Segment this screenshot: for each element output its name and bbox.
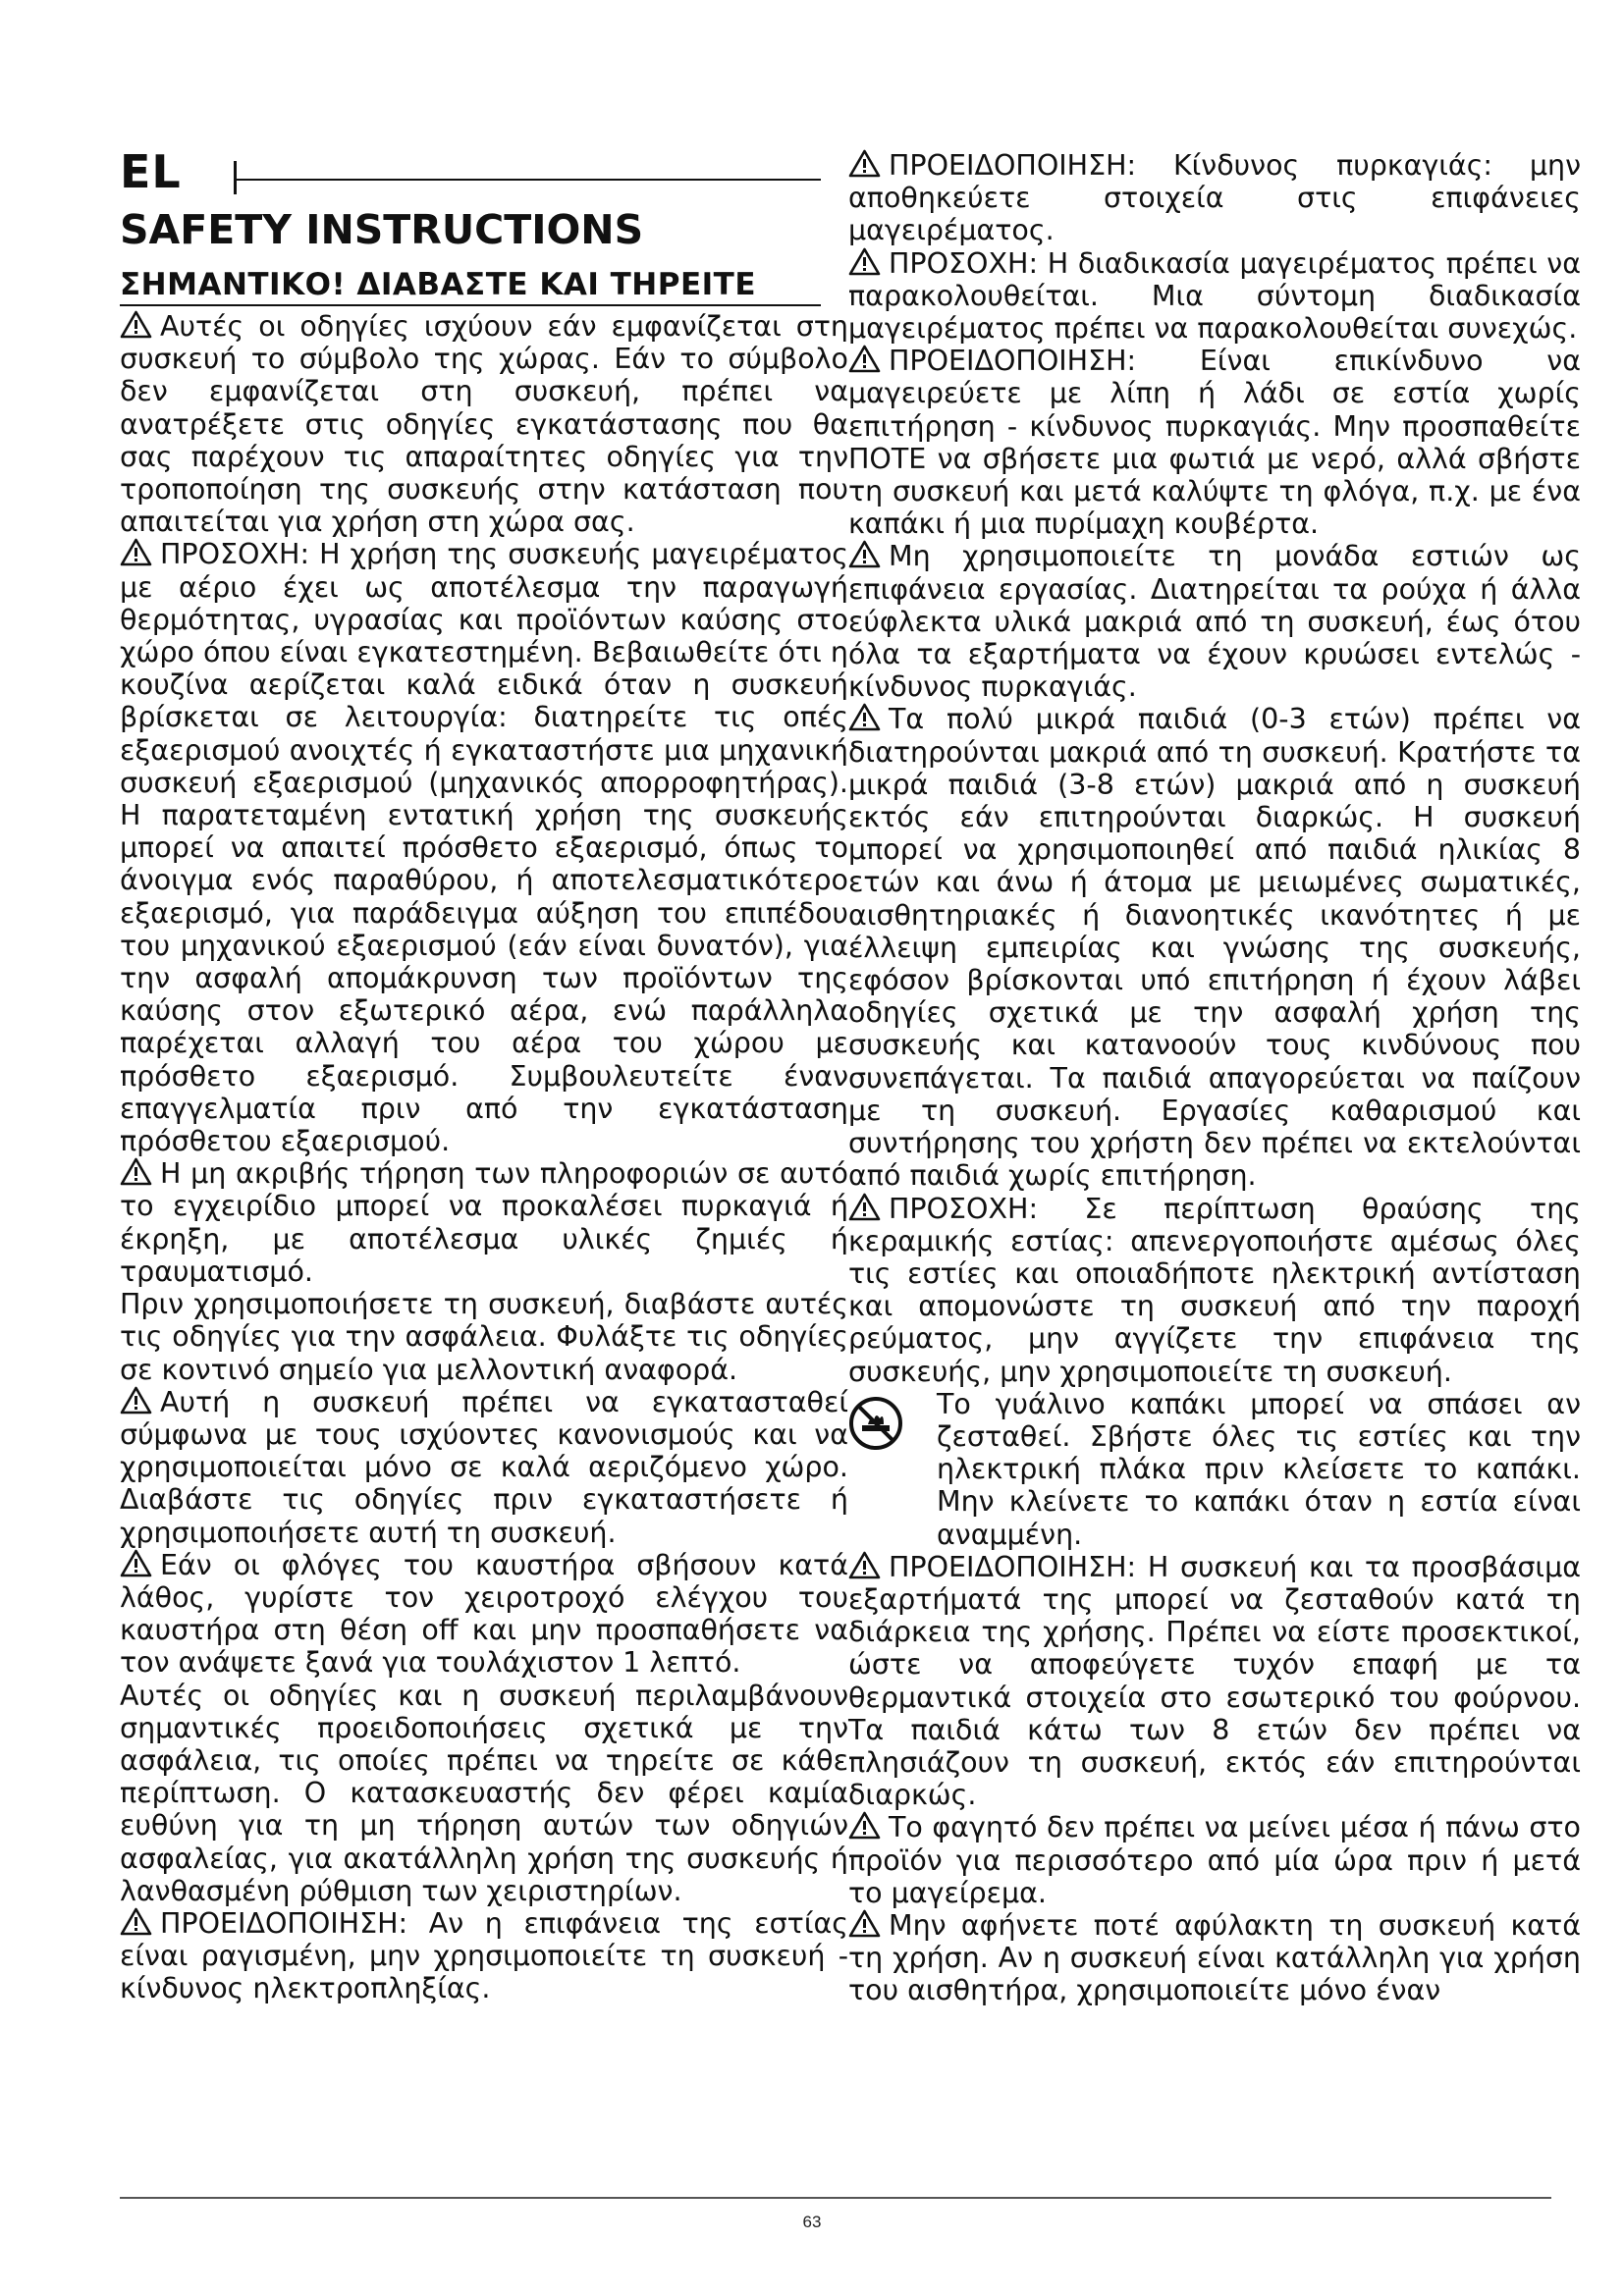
glass-lid-note-text: Το γυάλινο καπάκι μπορεί να σπάσει αν ζεσταθεί. Σβήστε όλες τις εστίες και την ηλεκτρική πλάκα πριν κλείσετε το καπάκι. Μην κλείνετε το καπάκι όταν η εστία είναι αναμμένη. [937, 1387, 1581, 1551]
safety-paragraph [848, 1909, 1581, 2007]
safety-paragraph [120, 1157, 848, 1288]
safety-paragraph-text: Αυτή η συσκευή πρέπει να εγκατασταθεί σύμφωνα με τους ισχύοντες κανονισμούς και να χρησιμοποιείται μόνο σε καλά αεριζόμενο χώρο. Διαβάστε τις οδηγίες πριν εγκαταστήσετε ή χρησιμοποιήσετε αυτή τη συσκευή. [120, 1385, 848, 1549]
safety-paragraph [120, 310, 848, 538]
safety-paragraph [848, 1193, 1581, 1388]
warning-icon [848, 345, 881, 373]
safety-paragraph [848, 1551, 1581, 1812]
safety-paragraph-text: ΠΡΟΣΟΧΗ: Η χρήση της συσκευής μαγειρέματος με αέριο έχει ως αποτέλεσμα την παραγωγή θερμότητας, υγρασίας και προϊόντων καύσης στο χώρο όπου είναι εγκατεστημένη. Βεβαιωθείτε ότι η κουζίνα αερίζεται καλά ειδικά όταν η συσκευή βρίσκεται σε λειτουργία: διατηρείτε τις οπές εξαερισμού ανοιχτές ή εγκαταστήστε μια μηχανική συσκευή εξαερισμού (μηχανικός απορροφητήρας). Η παρατεταμένη εντατική χρήση της συσκευής μπορεί να απαιτεί πρόσθετο εξαερισμό, όπως το άνοιγμα ενός παραθύρου, ή αποτελεσματικότερο εξαερισμό, για παράδειγμα αύξηση του επιπέδου του μηχανικού εξαερισμού (εάν είναι δυνατόν), για την ασφαλή απομάκρυνση των προϊόντων της καύσης στον εξωτερικό αέρα, ενώ παράλληλα παρέχεται αλλαγή του αέρα του χώρου με πρόσθετο εξαερισμό. Συμβουλευτείτε έναν επαγγελματία πριν από την εγκατάσταση πρόσθετου εξαερισμού. [120, 538, 848, 1158]
right-paragraphs-after [848, 1551, 1581, 2007]
safety-paragraph [848, 1811, 1581, 1909]
glass-lid-no-heat-icon [848, 1396, 903, 1451]
warning-icon [120, 538, 152, 566]
glass-lid-note [848, 1388, 1581, 1551]
safety-paragraph [848, 247, 1581, 346]
left-column [120, 267, 848, 2005]
safety-paragraph-text: ΠΡΟΕΙΔΟΠΟΙΗΣΗ: Κίνδυνος πυρκαγιάς: μην αποθηκεύετε στοιχεία στις επιφάνειες μαγειρέματος. [848, 149, 1581, 247]
safety-paragraph [848, 345, 1581, 540]
safety-paragraph [120, 1680, 848, 1907]
safety-paragraph-text: ΠΡΟΣΟΧΗ: Η διαδικασία μαγειρέματος πρέπει να παρακολουθείται. Μια σύντομη διαδικασία μαγειρέματος πρέπει να παρακολουθείται συνεχώς. [848, 246, 1581, 346]
header-rule [234, 179, 821, 181]
safety-paragraph-text: ΠΡΟΕΙΔΟΠΟΙΗΣΗ: Είναι επικίνδυνο να μαγειρεύετε με λίπη ή λάδι σε εστία χωρίς επιτήρηση - κίνδυνος πυρκαγιάς. Μην προσπαθείτε ΠΟΤΕ να σβήσετε μια φωτιά με νερό, αλλά σβήστε τη συσκευή και μετά καλύψτε τη φλόγα, π.χ. με ένα καπάκι ή μια πυρίμαχη κουβέρτα. [848, 345, 1581, 541]
safety-paragraph-text: ΠΡΟΕΙΔΟΠΟΙΗΣΗ: Η συσκευή και τα προσβάσιμα εξαρτήματά της μπορεί να ζεσταθούν κατά τη διάρκεια της χρήσης. Πρέπει να είστε προσεκτικοί, ώστε να αποφεύγετε τυχόν επαφή με τα θερμαντικά στοιχεία στο εσωτερικό του φούρνου. Τα παιδιά κάτω των 8 ετών δεν πρέπει να πλησιάζουν τη συσκευή, εκτός εάν επιτηρούνται διαρκώς. [848, 1550, 1581, 1812]
important-subheading: ΣΗΜΑΝΤΙΚΟ! ΔΙΑΒΑΣΤΕ ΚΑΙ ΤΗΡΕΙΤΕ [120, 267, 821, 306]
language-code: EL [120, 145, 182, 198]
safety-paragraph-text: Πριν χρησιμοποιήσετε τη συσκευή, διαβάστε αυτές τις οδηγίες για την ασφάλεια. Φυλάξτε τις οδηγίες σε κοντινό σημείο για μελλοντική αναφορά. [120, 1288, 848, 1386]
right-column [848, 149, 1581, 2007]
safety-paragraph-text: Τα πολύ μικρά παιδιά (0-3 ετών) πρέπει να διατηρούνται μακριά από τη συσκευή. Κρατήστε τα μικρά παιδιά (3-8 ετών) μακριά από η συσκευή εκτός εάν επιτηρούνται διαρκώς. Η συσκευή μπορεί να χρησιμοποιηθεί από παιδιά ηλικίας 8 ετών και άνω ή άτομα με μειωμένες σωματικές, αισθητηριακές ή διανοητικές ικανότητες ή με έλλειψη εμπειρίας και γνώσης της συσκευής, εφόσον βρίσκονται υπό επιτήρηση ή έχουν λάβει οδηγίες σχετικά με την ασφαλή χρήση της συσκευής και κατανοούν τους κινδύνους που συνεπάγεται. Τα παιδιά απαγορεύεται να παίζουν με τη συσκευή. Εργασίες καθαρισμού και συντήρησης του χρήστη δεν πρέπει να εκτελούνται από παιδιά χωρίς επιτήρηση. [848, 703, 1581, 1193]
safety-paragraph [120, 1288, 848, 1386]
safety-paragraph-text: Το φαγητό δεν πρέπει να μείνει μέσα ή πάνω στο προϊόν για περισσότερο από μία ώρα πριν ή μετά το μαγείρεμα. [848, 1811, 1581, 1909]
warning-icon [848, 1193, 881, 1221]
header-tick-divider [234, 161, 237, 194]
warning-icon [848, 540, 881, 568]
warning-icon [848, 1909, 881, 1938]
warning-icon [120, 1549, 152, 1577]
section-title: SAFETY INSTRUCTIONS [120, 206, 644, 253]
safety-paragraph [848, 540, 1581, 703]
safety-paragraph [848, 703, 1581, 1192]
warning-icon [120, 1907, 152, 1936]
page-number: 63 [802, 2213, 822, 2231]
safety-paragraph-text: ΠΡΟΣΟΧΗ: Σε περίπτωση θραύσης της κεραμικής εστίας: απενεργοποιήστε αμέσως όλες τις εστίες και οποιαδήποτε ηλεκτρική αντίσταση και απομονώστε τη συσκευή από την παροχή ρεύματος, μην αγγίζετε την επιφάνεια της συσκευής, μην χρησιμοποιείτε τη συσκευή. [848, 1192, 1581, 1388]
right-paragraphs [848, 149, 1581, 1388]
safety-paragraph [120, 1549, 848, 1680]
warning-icon [848, 1811, 881, 1840]
safety-paragraph-text: Αυτές οι οδηγίες ισχύουν εάν εμφανίζεται στη συσκευή το σύμβολο της χώρας. Εάν το σύμβολο δεν εμφανίζεται στη συσκευή, πρέπει να ανατρέξετε στις οδηγίες εγκατάστασης που θα σας παρέχουν τις απαραίτητες οδηγίες για την τροποποίηση της συσκευής στην κατάσταση που απαιτείται για χρήση στη χώρα σας. [120, 310, 848, 539]
footer-rule [120, 2197, 1551, 2199]
warning-icon [848, 149, 881, 178]
warning-icon [848, 247, 881, 276]
safety-paragraph-text: Η μη ακριβής τήρηση των πληροφοριών σε αυτό το εγχειρίδιο μπορεί να προκαλέσει πυρκαγιά ή έκρηξη, με αποτέλεσμα υλικές ζημιές ή τραυματισμό. [120, 1157, 848, 1288]
warning-icon [848, 1551, 881, 1579]
safety-paragraph-text: Μη χρησιμοποιείτε τη μονάδα εστιών ως επιφάνεια εργασίας. Διατηρείται τα ρούχα ή άλλα εύφλεκτα υλικά μακριά από τη συσκευή, έως ότου όλα τα εξαρτήματα να έχουν κρυώσει εντελώς - κίνδυνος πυρκαγιάς. [848, 540, 1581, 704]
safety-paragraph-text: Αυτές οι οδηγίες και η συσκευή περιλαμβάνουν σημαντικές προειδοποιήσεις σχετικά με την ασφάλεια, τις οποίες πρέπει να τηρείτε σε κάθε περίπτωση. Ο κατασκευαστής δεν φέρει καμία ευθύνη για τη μη τήρηση αυτών των οδηγιών ασφαλείας, για ακατάλληλη χρήση της συσκευής ή λανθασμένη ρύθμιση των χειριστηρίων. [120, 1679, 848, 1907]
safety-paragraph-text: ΠΡΟΕΙΔΟΠΟΙΗΣΗ: Αν η επιφάνεια της εστίας είναι ραγισμένη, μην χρησιμοποιείτε τη συσκευή - κίνδυνος ηλεκτροπληξίας. [120, 1906, 848, 2005]
safety-paragraph-text: Μην αφήνετε ποτέ αφύλακτη τη συσκευή κατά τη χρήση. Αν η συσκευή είναι κατάλληλη για χρήση του αισθητήρα, χρησιμοποιείτε μόνο έναν [848, 1908, 1581, 2007]
safety-paragraph [120, 1386, 848, 1549]
safety-paragraph [120, 538, 848, 1157]
warning-icon [120, 1386, 152, 1415]
safety-paragraph [848, 149, 1581, 247]
warning-icon [120, 310, 152, 339]
warning-icon [120, 1157, 152, 1186]
warning-icon [848, 703, 881, 731]
safety-paragraph-text: Εάν οι φλόγες του καυστήρα σβήσουν κατά λάθος, γυρίστε τον χειροτροχό ελέγχου του καυστήρα στη θέση off και μην προσπαθήσετε να τον ανάψετε ξανά για τουλάχιστον 1 λεπτό. [120, 1548, 848, 1680]
safety-paragraph [120, 1907, 848, 2005]
left-paragraphs [120, 310, 848, 2005]
